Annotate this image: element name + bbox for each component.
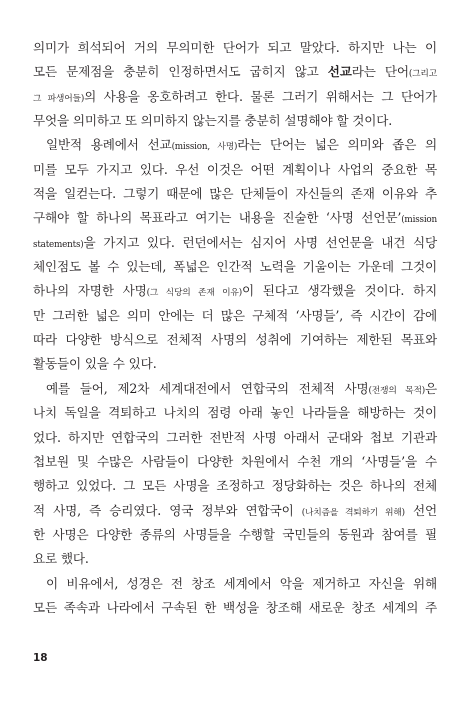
text-segment: 만 그러한 넓은 의미 안에는 더 많은 구체적 ‘사명들’, 즉 시간이 감에 (33, 307, 437, 323)
text-segment: 모든 족속과 나라에서 구속된 한 백성을 창조해 새로운 창조 세계의 주 (33, 599, 437, 615)
text-line (33, 572, 437, 596)
text-line (33, 377, 437, 401)
text-segment: 었다. 하지만 연합국의 그러한 전반적 사명 아래서 군대와 첩보 기관과 (33, 429, 437, 445)
text-line (33, 206, 437, 230)
text-line (33, 352, 437, 376)
body-text (33, 36, 437, 620)
small-text: (mission, 사명) (171, 142, 238, 153)
text-segment: 예를 들어, 제2차 세계대전에서 연합국의 전체적 사명 (46, 380, 369, 396)
small-text: 그 파생어들) (33, 93, 85, 104)
small-text: (나치즘을 격퇴하기 위해) (301, 507, 405, 518)
text-segment: 첩보원 및 수많은 사람들이 다양한 차원에서 수천 개의 ‘사명들’을 수 (33, 453, 437, 469)
page-number: 18 (33, 652, 48, 664)
text-segment: 한 사명은 다양한 종류의 사명들을 수행할 국민들의 동원과 참여를 필 (33, 526, 437, 542)
text-segment: 적 사명, 즉 승리였다. 영국 정부와 연합국이 (33, 502, 302, 518)
text-line (33, 401, 437, 425)
text-segment: 의 사용을 옹호하려고 한다. 물론 그러기 위해서는 그 단어가 (84, 88, 437, 104)
text-line (33, 109, 437, 133)
bold-text: 선교 (327, 64, 352, 80)
text-line (33, 499, 437, 523)
text-segment: 일반적 용례에서 선교 (46, 137, 172, 153)
text-segment: 라는 단어 (351, 64, 409, 80)
text-line (33, 158, 437, 182)
text-segment: 의미가 희석되어 거의 무의미한 단어가 되고 말았다. 하지만 나는 이 (33, 40, 437, 55)
text-segment: 은 (424, 380, 437, 396)
text-segment: 이 비유에서, 성경은 전 창조 세계에서 악을 제거하고 자신을 위해 (46, 575, 437, 591)
text-segment: 나치 독일을 격퇴하고 나치의 점령 아래 놓인 나라들을 해방하는 것이 (33, 405, 437, 421)
text-line (33, 523, 437, 547)
text-line (33, 474, 437, 498)
small-text: (전쟁의 목적) (368, 385, 425, 396)
text-line (33, 596, 437, 620)
text-line (33, 133, 437, 157)
small-text: (그리고 (408, 69, 438, 80)
text-segment: 활동들이 있을 수 있다. (33, 356, 157, 372)
text-segment: 이 된다고 생각했을 것이다. 하지 (241, 283, 437, 299)
small-text: statements) (33, 239, 84, 250)
text-line (33, 279, 437, 303)
text-segment: 적을 일컫는다. 그렇기 때문에 많은 단체들이 자신들의 존재 이유와 추 (33, 186, 437, 202)
text-segment: 체인점도 볼 수 있는데, 폭넓은 인간적 노력을 기울이는 가운데 그것이 (33, 259, 437, 275)
text-line (33, 450, 437, 474)
text-segment: 라는 단어는 넓은 의미와 좁은 의 (237, 137, 437, 153)
text-line (33, 36, 437, 60)
text-line (33, 426, 437, 450)
text-segment: 따라 다양한 방식으로 전체적 사명의 성취에 기여하는 제한된 목표와 (33, 332, 437, 348)
text-segment: 구해야 할 하나의 목표라고 여기는 내용을 진술한 ‘사명 선언문’ (33, 210, 402, 226)
text-line (33, 60, 437, 84)
text-line (33, 85, 437, 109)
text-segment: 모든 문제점을 충분히 인정하면서도 굽히지 않고 (33, 64, 328, 80)
text-line (33, 328, 437, 352)
text-segment: 무엇을 의미하고 또 의미하지 않는지를 충분히 설명해야 할 것이다. (33, 113, 393, 129)
text-segment: 선언 (404, 502, 437, 518)
text-line (33, 547, 437, 571)
text-line (33, 231, 437, 255)
text-segment: 미를 모두 가지고 있다. 우선 이것은 어떤 계획이나 사업의 중요한 목 (33, 161, 437, 177)
text-segment: 하나의 자명한 사명 (33, 283, 147, 299)
text-segment: 을 가지고 있다. 런던에서는 심지어 사명 선언문을 내건 식당 (83, 234, 437, 250)
text-segment: 요로 했다. (33, 551, 89, 567)
text-line (33, 304, 437, 328)
text-segment: 행하고 있었다. 그 모든 사명을 조정하고 정당화하는 것은 하나의 전체 (33, 478, 437, 494)
text-line (33, 255, 437, 279)
small-text: (mission (401, 215, 437, 226)
text-line (33, 182, 437, 206)
small-text: (그 식당의 존재 이유) (146, 288, 242, 299)
